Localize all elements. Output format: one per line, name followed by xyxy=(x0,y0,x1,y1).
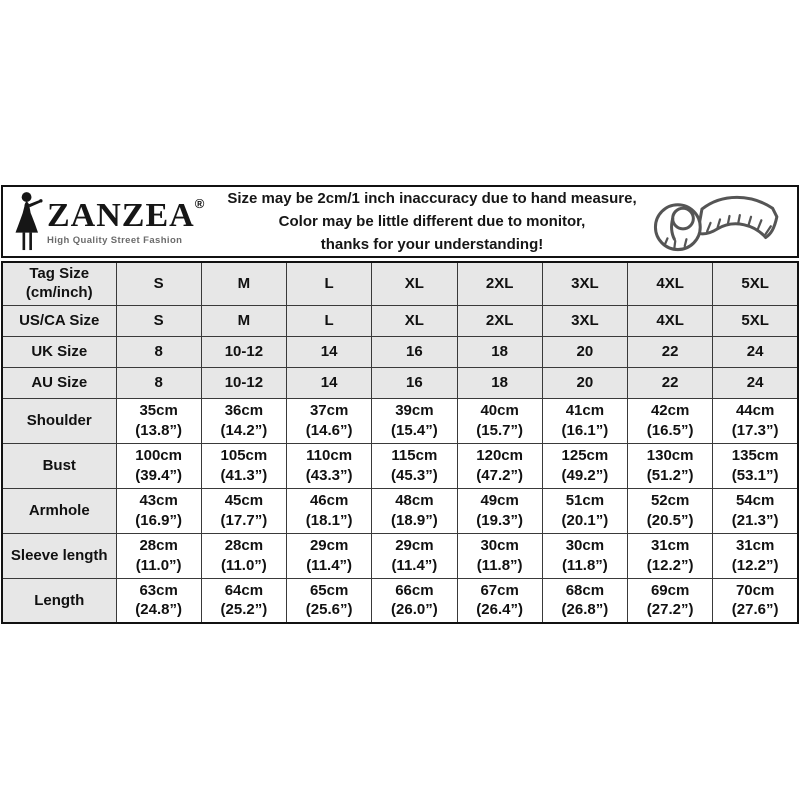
row-label: Armhole xyxy=(2,488,116,533)
registered-trademark: ® xyxy=(194,196,205,211)
size-value-cell: 10-12 xyxy=(201,367,286,398)
measurement-cell: 105cm (41.3”) xyxy=(201,443,286,488)
measurement-cell: 43cm (16.9”) xyxy=(116,488,201,533)
measurement-cell: 67cm (26.4”) xyxy=(457,578,542,623)
row-label: UK Size xyxy=(2,336,116,367)
measurement-cell: 35cm (13.8”) xyxy=(116,398,201,443)
size-value-cell: 16 xyxy=(372,336,457,367)
brand-tagline: High Quality Street Fashion xyxy=(47,235,183,246)
size-table xyxy=(1,261,799,624)
tape-icon-wrap xyxy=(641,191,797,253)
row-label: Sleeve length xyxy=(2,533,116,578)
measurement-cell: 115cm (45.3”) xyxy=(372,443,457,488)
size-value-cell: 4XL xyxy=(628,262,713,305)
measurement-cell: 49cm (19.3”) xyxy=(457,488,542,533)
measurement-cell: 37cm (14.6”) xyxy=(287,398,372,443)
size-value-cell: 2XL xyxy=(457,305,542,336)
measurement-cell: 29cm (11.4”) xyxy=(372,533,457,578)
size-value-cell: 22 xyxy=(628,367,713,398)
measurement-cell: 42cm (16.5”) xyxy=(628,398,713,443)
size-value-cell: M xyxy=(201,305,286,336)
size-value-cell: 18 xyxy=(457,336,542,367)
size-value-cell: 5XL xyxy=(713,305,798,336)
measurement-cell: 52cm (20.5”) xyxy=(628,488,713,533)
measurement-cell: 51cm (20.1”) xyxy=(542,488,627,533)
measurement-cell: 130cm (51.2”) xyxy=(628,443,713,488)
table-row xyxy=(2,488,798,533)
size-value-cell: 2XL xyxy=(457,262,542,305)
measurement-cell: 30cm (11.8”) xyxy=(542,533,627,578)
measurement-cell: 100cm (39.4”) xyxy=(116,443,201,488)
measurement-cell: 41cm (16.1”) xyxy=(542,398,627,443)
disclaimer-text xyxy=(227,187,641,257)
size-value-cell: 14 xyxy=(287,336,372,367)
size-value-cell: XL xyxy=(372,262,457,305)
size-value-cell: 8 xyxy=(116,336,201,367)
size-value-cell: 24 xyxy=(713,367,798,398)
measurement-cell: 31cm (12.2”) xyxy=(628,533,713,578)
row-label: US/CA Size xyxy=(2,305,116,336)
size-value-cell: 3XL xyxy=(542,262,627,305)
measurement-cell: 36cm (14.2”) xyxy=(201,398,286,443)
row-label: AU Size xyxy=(2,367,116,398)
table-row xyxy=(2,398,798,443)
size-value-cell: 24 xyxy=(713,336,798,367)
measuring-tape-icon xyxy=(643,191,785,253)
brand-logo xyxy=(3,191,227,253)
size-value-cell: S xyxy=(116,305,201,336)
woman-figure-icon xyxy=(11,191,45,253)
size-value-cell: 5XL xyxy=(713,262,798,305)
measurement-cell: 30cm (11.8”) xyxy=(457,533,542,578)
size-value-cell: 22 xyxy=(628,336,713,367)
disclaimer-line-2: Color may be little different due to monitor, xyxy=(278,212,586,230)
row-label: Tag Size (cm/inch) xyxy=(2,262,116,305)
size-value-cell: S xyxy=(116,262,201,305)
table-row xyxy=(2,336,798,367)
measurement-cell: 39cm (15.4”) xyxy=(372,398,457,443)
row-label: Shoulder xyxy=(2,398,116,443)
measurement-cell: 69cm (27.2”) xyxy=(628,578,713,623)
table-row xyxy=(2,305,798,336)
measurement-cell: 54cm (21.3”) xyxy=(713,488,798,533)
measurement-cell: 68cm (26.8”) xyxy=(542,578,627,623)
table-row xyxy=(2,443,798,488)
measurement-cell: 28cm (11.0”) xyxy=(201,533,286,578)
measurement-cell: 48cm (18.9”) xyxy=(372,488,457,533)
measurement-cell: 44cm (17.3”) xyxy=(713,398,798,443)
size-value-cell: 3XL xyxy=(542,305,627,336)
size-value-cell: L xyxy=(287,262,372,305)
brand-text-block xyxy=(47,197,204,246)
size-value-cell: L xyxy=(287,305,372,336)
measurement-cell: 29cm (11.4”) xyxy=(287,533,372,578)
size-value-cell: M xyxy=(201,262,286,305)
size-value-cell: 10-12 xyxy=(201,336,286,367)
measurement-cell: 65cm (25.6”) xyxy=(287,578,372,623)
measurement-cell: 45cm (17.7”) xyxy=(201,488,286,533)
measurement-cell: 64cm (25.2”) xyxy=(201,578,286,623)
measurement-cell: 46cm (18.1”) xyxy=(287,488,372,533)
table-row xyxy=(2,262,798,305)
measurement-cell: 28cm (11.0”) xyxy=(116,533,201,578)
size-value-cell: 20 xyxy=(542,336,627,367)
measurement-cell: 120cm (47.2”) xyxy=(457,443,542,488)
size-value-cell: 18 xyxy=(457,367,542,398)
size-value-cell: XL xyxy=(372,305,457,336)
measurement-cell: 66cm (26.0”) xyxy=(372,578,457,623)
measurement-cell: 40cm (15.7”) xyxy=(457,398,542,443)
brand-name: ZANZEA xyxy=(47,197,195,234)
table-row xyxy=(2,533,798,578)
size-value-cell: 4XL xyxy=(628,305,713,336)
table-row xyxy=(2,578,798,623)
measurement-cell: 63cm (24.8”) xyxy=(116,578,201,623)
measurement-cell: 31cm (12.2”) xyxy=(713,533,798,578)
measurement-cell: 110cm (43.3”) xyxy=(287,443,372,488)
disclaimer-line-1: Size may be 2cm/1 inch inaccuracy due to hand measure, xyxy=(227,189,637,207)
measurement-cell: 135cm (53.1”) xyxy=(713,443,798,488)
row-label: Length xyxy=(2,578,116,623)
measurement-cell: 125cm (49.2”) xyxy=(542,443,627,488)
size-value-cell: 20 xyxy=(542,367,627,398)
header-band xyxy=(1,185,799,258)
disclaimer-line-3: thanks for your understanding! xyxy=(320,236,544,254)
table-row xyxy=(2,367,798,398)
row-label: Bust xyxy=(2,443,116,488)
size-value-cell: 16 xyxy=(372,367,457,398)
size-chart-sheet xyxy=(1,185,799,624)
size-value-cell: 8 xyxy=(116,367,201,398)
measurement-cell: 70cm (27.6”) xyxy=(713,578,798,623)
size-value-cell: 14 xyxy=(287,367,372,398)
